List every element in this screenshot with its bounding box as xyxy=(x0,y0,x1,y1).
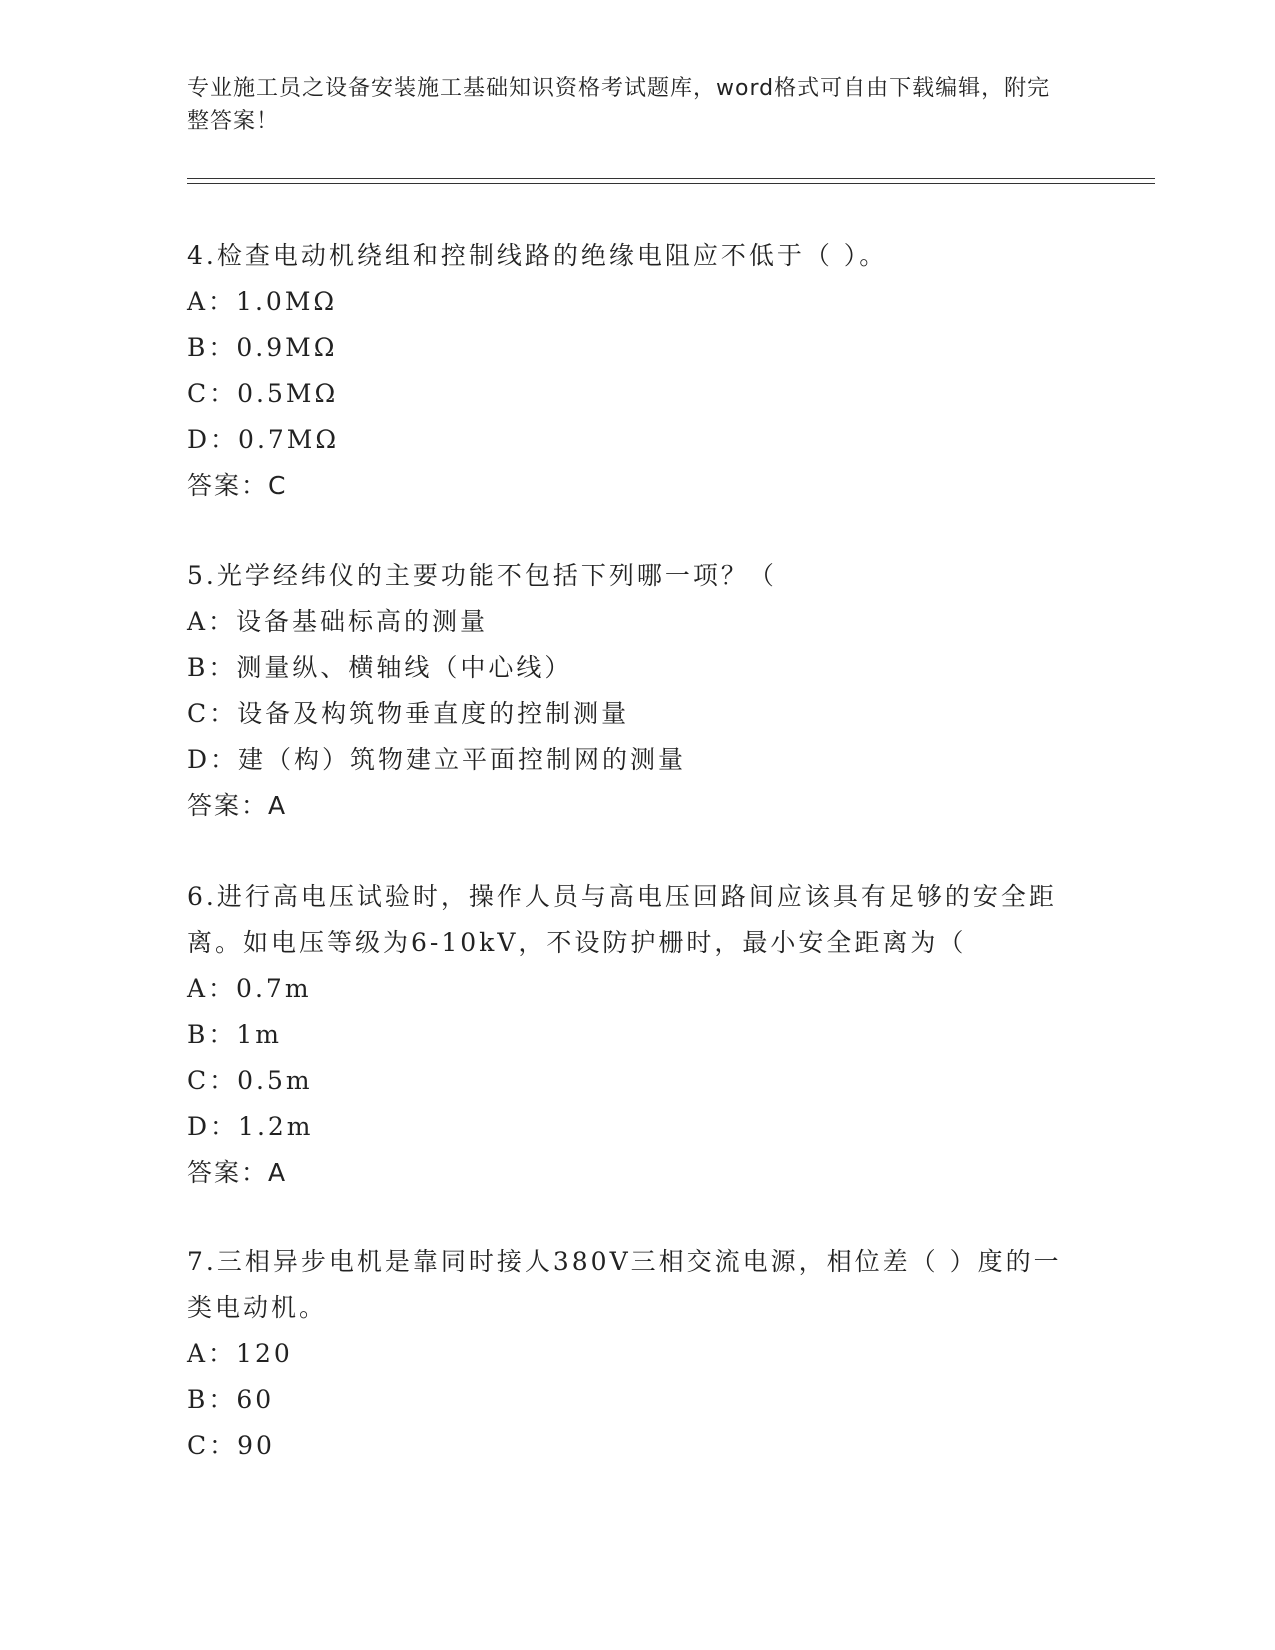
question-5 xyxy=(187,553,1067,829)
answer-line: 答案：C xyxy=(187,471,288,500)
option-d: D：建（构）筑物建立平面控制网的测量 xyxy=(187,745,687,774)
document-header xyxy=(187,72,1067,138)
question-stem: 4.检查电动机绕组和控制线路的绝缘电阻应不低于（ ）。 xyxy=(187,241,888,270)
option-b: B：0.9MΩ xyxy=(187,333,338,362)
option-b: B：测量纵、横轴线（中心线） xyxy=(187,653,573,682)
option-c: C：设备及构筑物垂直度的控制测量 xyxy=(187,699,630,728)
option-b: B：1m xyxy=(187,1020,282,1049)
option-a: A：0.7m xyxy=(187,974,312,1003)
question-stem: 7.三相异步电机是靠同时接人380V三相交流电源，相位差（ ）度的一类电动机。 xyxy=(187,1247,1062,1322)
option-c: C：90 xyxy=(187,1431,275,1460)
option-a: A：120 xyxy=(187,1339,293,1368)
option-c: C：0.5MΩ xyxy=(187,379,339,408)
header-divider-top xyxy=(187,178,1155,179)
option-d: D：1.2m xyxy=(187,1112,314,1141)
question-4 xyxy=(187,233,1067,509)
answer-line: 答案：A xyxy=(187,791,288,820)
option-a: A：1.0MΩ xyxy=(187,287,338,316)
option-d: D：0.7MΩ xyxy=(187,425,340,454)
option-a: A：设备基础标高的测量 xyxy=(187,607,489,636)
question-6 xyxy=(187,874,1067,1196)
question-stem: 6.进行高电压试验时，操作人员与高电压回路间应该具有足够的安全距离。如电压等级为6-10kV，不设防护栅时，最小安全距离为（ xyxy=(187,882,1057,957)
question-stem: 5.光学经纬仪的主要功能不包括下列哪一项？（ xyxy=(187,561,777,590)
header-text: 专业施工员之设备安装施工基础知识资格考试题库，word格式可自由下载编辑，附完整答案！ xyxy=(187,76,1051,134)
option-b: B：60 xyxy=(187,1385,275,1414)
question-7 xyxy=(187,1239,1067,1469)
header-divider-bottom xyxy=(187,183,1155,184)
option-c: C：0.5m xyxy=(187,1066,313,1095)
answer-line: 答案：A xyxy=(187,1158,288,1187)
